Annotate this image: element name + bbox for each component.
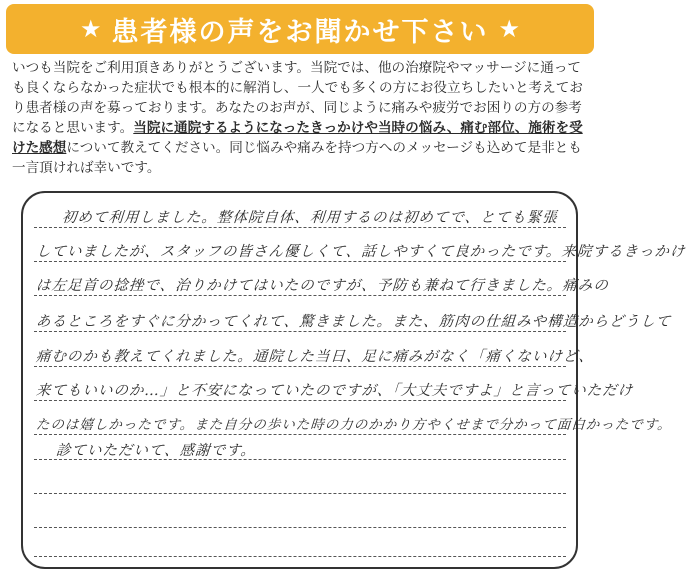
handwritten-line-5: 痛むのかも教えてくれました。通院した当日、足に痛みがなく「痛くないけど、: [35, 349, 595, 365]
writing-line: [34, 295, 566, 296]
writing-line: [34, 400, 566, 401]
intro-paragraph-1: いつも当院をご利用頂きありがとうございます。当院では、他の治療院やマッサージに通っても良くならなかった症状でも根本的に解消し、一人でも多くの方にお役立ちしたいと考えており患者様の声を募っております。あなたのお声が、同じように痛みや疲労でお困りの方の参考になると思います。: [12, 60, 583, 136]
intro-text: [12, 58, 590, 178]
writing-line: [34, 527, 566, 528]
handwritten-line-4: あるところをすぐに分かってくれて、驚きました。また、筋肉の仕組みや構造からどうして: [35, 314, 672, 330]
star-icon-right: ★: [498, 15, 521, 43]
writing-line: [34, 227, 566, 228]
header-banner: [6, 4, 594, 54]
intro-paragraph-2: について教えてください。同じ悩みや痛みを持つ方へのメッセージも込めて是非とも一言頂ければ幸いです。: [12, 140, 582, 176]
star-icon-left: ★: [79, 15, 102, 43]
writing-line: [34, 434, 566, 435]
page-title: 患者様の声をお聞かせ下さい: [111, 16, 489, 48]
handwritten-line-8: 診ていただいて、感謝です。: [55, 443, 257, 459]
intro-highlight: 当院に通院するようになったきっかけや当時の悩み、痛む部位、施術を受けた感想: [12, 120, 583, 156]
writing-line: [34, 493, 566, 494]
handwritten-line-6: 来てもいいのか…」と不安になっていたのですが、「大丈夫ですよ」と言っていただけ: [35, 383, 634, 399]
handwritten-line-7: たのは嬉しかったです。また自分の歩いた時の力のかかり方やくせまで分かって面白かったです。: [35, 417, 673, 433]
writing-line: [34, 556, 566, 557]
handwritten-line-1: 初めて利用しました。整体院自体、利用するのは初めてで、とても緊張: [61, 210, 559, 226]
writing-line: [34, 366, 566, 367]
handwritten-line-3: は左足首の捻挫で、治りかけてはいたのですが、予防も兼ねて行きました。痛みの: [35, 278, 610, 294]
handwritten-line-2: していましたが、スタッフの皆さん優しくて、話しやすくて良かったです。来院するきっかけ: [35, 244, 686, 260]
writing-line: [34, 331, 566, 332]
writing-line: [34, 261, 566, 262]
